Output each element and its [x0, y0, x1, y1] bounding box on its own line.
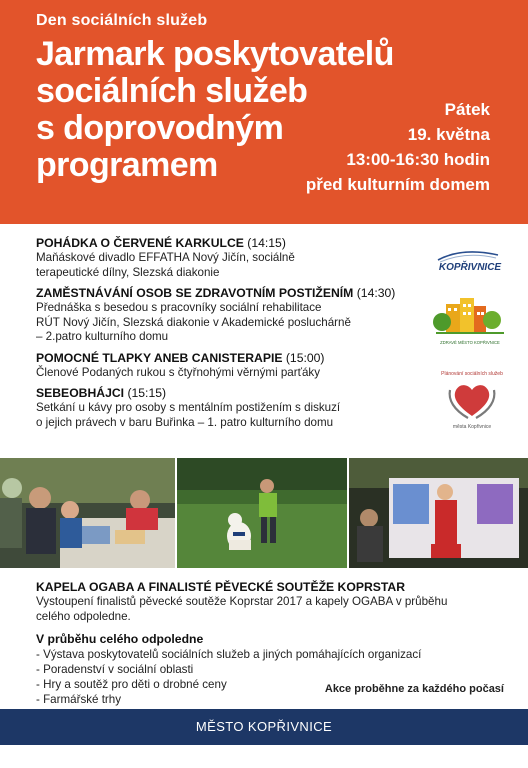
band-desc: Vystoupení finalistů pěvecké soutěže Koprstar 2017 a kapely OGABA v průběhu	[36, 595, 448, 608]
list-item: - Výstava poskytovatelů sociálních služeb a jiných pomáhajících organizací	[36, 648, 422, 661]
event-place: před kulturním domem	[305, 175, 490, 194]
koprivnice-logo	[432, 246, 508, 274]
photo-crafts-table	[0, 458, 175, 568]
program-item	[36, 236, 406, 280]
event-date: 19. května	[407, 125, 490, 144]
program-item-title: POMOCNÉ TLAPKY ANEB CANISTERAPIE	[36, 350, 283, 365]
footer-margin	[0, 745, 528, 768]
program-item-time: (15:00)	[285, 350, 325, 365]
program-item-title: ZAMĚSTNÁVÁNÍ OSOB SE ZDRAVOTNÍM POSTIŽENÍM	[36, 286, 354, 300]
program-item-time: (14:15)	[247, 236, 286, 250]
photo-dog-therapy	[177, 458, 347, 568]
program-item-desc: – 2.patro kulturního domu	[36, 330, 169, 343]
program-list	[36, 236, 406, 436]
band-title: KAPELA OGABA A FINALISTÉ PĚVECKÉ SOUTĚŽE KOPRSTAR	[36, 580, 406, 594]
social-planning-logo	[438, 368, 506, 430]
weather-note: Akce proběhne za každého počasí	[324, 683, 504, 695]
list-item: - Poradenství v sociální oblasti	[36, 663, 194, 676]
header-banner	[0, 0, 528, 224]
healthy-city-caption: ZDRAVÉ MĚSTO KOPŘIVNICE	[440, 340, 500, 345]
program-item-time: (14:30)	[356, 286, 396, 300]
program-item-desc: o jejich právech v baru Buřinka – 1. patro kulturního domu	[36, 415, 334, 429]
program-item-desc: Členové Podaných rukou s čtyřnohými věrnými parťáky	[36, 365, 321, 379]
band-desc: celého odpoledne.	[36, 609, 131, 623]
program-item	[36, 286, 406, 345]
social-planning-caption-bottom: města Kopřivnice	[452, 424, 492, 430]
program-item	[36, 351, 406, 381]
program-item-time: (15:15)	[127, 386, 167, 400]
footer-label: MĚSTO KOPŘIVNICE	[195, 719, 333, 734]
social-planning-caption-top: Plánování sociálních služeb	[441, 371, 503, 377]
program-item-desc: terapeutické dílny, Slezská diakonie	[36, 265, 220, 279]
program-item-desc: Setkání u kávy pro osoby s mentálním postižením s diskuzí	[36, 401, 341, 414]
title-line: programem	[36, 146, 218, 184]
list-item: - Hry a soutěž pro děti o drobné ceny	[36, 678, 227, 691]
all-day-title: V průběhu celého odpoledne	[36, 632, 204, 646]
program-item-title: POHÁDKA O ČERVENÉ KARKULCE	[36, 236, 244, 250]
healthy-city-logo	[432, 296, 508, 348]
program-item-desc: RÚT Nový Jičín, Slezská diakonie v Akademické posluchárně	[36, 315, 351, 329]
program-item-desc: Přednáška s besedou s pracovníky sociální rehabilitace	[36, 301, 322, 314]
title-line: s doprovodným	[36, 109, 284, 147]
event-hours: 13:00-16:30 hodin	[346, 150, 490, 169]
event-kicker: Den sociálních služeb	[36, 12, 208, 29]
program-item-desc: Maňáskové divadlo EFFATHA Nový Jičín, sociálně	[36, 251, 295, 264]
photo-puppet-theatre	[349, 458, 528, 568]
koprivnice-logo-text: KOPŘIVNICE	[438, 262, 502, 273]
photo-strip	[0, 458, 528, 568]
title-line: sociálních služeb	[36, 72, 308, 110]
footer-bar	[0, 709, 528, 745]
program-item-title: SEBEOBHÁJCI	[36, 386, 125, 400]
all-day-list	[36, 647, 506, 707]
event-date-time	[306, 97, 490, 197]
program-item	[36, 386, 406, 430]
event-day: Pátek	[444, 100, 490, 119]
title-line: Jarmark poskytovatelů	[36, 35, 394, 73]
list-item: - Farmářské trhy	[36, 693, 122, 706]
